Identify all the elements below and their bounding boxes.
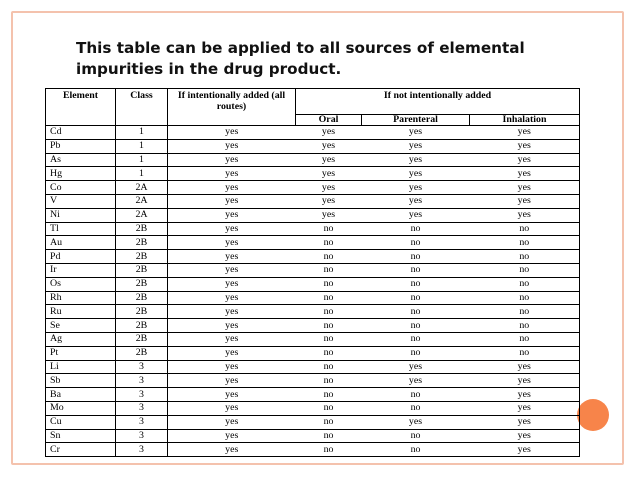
- cell-inhalation: no: [470, 277, 580, 291]
- cell-oral: no: [296, 305, 362, 319]
- cell-element: Ba: [46, 388, 116, 402]
- cell-inhalation: yes: [470, 443, 580, 457]
- table-row: [46, 277, 580, 291]
- table-row: [46, 139, 580, 153]
- table-row: [46, 236, 580, 250]
- cell-class: 1: [116, 139, 168, 153]
- cell-element: Co: [46, 181, 116, 195]
- elemental-impurities-table: [45, 88, 580, 457]
- cell-oral: no: [296, 236, 362, 250]
- table-row: [46, 153, 580, 167]
- cell-parenteral: yes: [362, 415, 470, 429]
- cell-intentional: yes: [168, 374, 296, 388]
- cell-element: Tl: [46, 222, 116, 236]
- table-row: [46, 346, 580, 360]
- table-row: [46, 388, 580, 402]
- cell-parenteral: no: [362, 332, 470, 346]
- table-row: [46, 194, 580, 208]
- cell-inhalation: yes: [470, 181, 580, 195]
- cell-element: Pb: [46, 139, 116, 153]
- cell-oral: yes: [296, 153, 362, 167]
- cell-class: 2B: [116, 346, 168, 360]
- cell-intentional: yes: [168, 305, 296, 319]
- cell-inhalation: yes: [470, 401, 580, 415]
- cell-class: 2B: [116, 236, 168, 250]
- cell-intentional: yes: [168, 236, 296, 250]
- cell-parenteral: yes: [362, 167, 470, 181]
- cell-inhalation: yes: [470, 139, 580, 153]
- header-class: Class: [116, 89, 168, 126]
- slide-heading: This table can be applied to all sources of elemental impurities in the drug product.: [76, 39, 525, 78]
- cell-element: Os: [46, 277, 116, 291]
- table-body: [46, 126, 580, 457]
- cell-parenteral: no: [362, 250, 470, 264]
- header-not-intentionally-added: If not intentionally added: [296, 89, 580, 115]
- cell-intentional: yes: [168, 139, 296, 153]
- cell-intentional: yes: [168, 388, 296, 402]
- cell-element: Li: [46, 360, 116, 374]
- cell-inhalation: no: [470, 263, 580, 277]
- cell-intentional: yes: [168, 291, 296, 305]
- cell-class: 2B: [116, 305, 168, 319]
- cell-oral: no: [296, 332, 362, 346]
- cell-intentional: yes: [168, 346, 296, 360]
- header-intentionally-added: If intentionally added (all routes): [168, 89, 296, 126]
- cell-element: Sn: [46, 429, 116, 443]
- table-row: [46, 374, 580, 388]
- cell-inhalation: no: [470, 332, 580, 346]
- cell-inhalation: yes: [470, 126, 580, 140]
- cell-inhalation: yes: [470, 374, 580, 388]
- cell-oral: yes: [296, 194, 362, 208]
- table-row: [46, 167, 580, 181]
- cell-class: 1: [116, 126, 168, 140]
- cell-inhalation: yes: [470, 388, 580, 402]
- cell-oral: no: [296, 319, 362, 333]
- cell-inhalation: yes: [470, 153, 580, 167]
- cell-intentional: yes: [168, 401, 296, 415]
- cell-oral: no: [296, 360, 362, 374]
- cell-oral: no: [296, 401, 362, 415]
- subheader-parenteral: Parenteral: [362, 115, 470, 126]
- cell-intentional: yes: [168, 360, 296, 374]
- table-row: [46, 360, 580, 374]
- cell-parenteral: no: [362, 263, 470, 277]
- cell-element: Cd: [46, 126, 116, 140]
- cell-oral: no: [296, 291, 362, 305]
- cell-oral: no: [296, 429, 362, 443]
- cell-intentional: yes: [168, 277, 296, 291]
- table-row: [46, 429, 580, 443]
- cell-class: 3: [116, 401, 168, 415]
- cell-element: Cu: [46, 415, 116, 429]
- cell-class: 3: [116, 374, 168, 388]
- cell-oral: yes: [296, 167, 362, 181]
- cell-element: Ir: [46, 263, 116, 277]
- cell-oral: no: [296, 222, 362, 236]
- cell-oral: yes: [296, 139, 362, 153]
- cell-oral: no: [296, 374, 362, 388]
- cell-class: 3: [116, 360, 168, 374]
- table-row: [46, 222, 580, 236]
- cell-parenteral: yes: [362, 139, 470, 153]
- cell-oral: no: [296, 277, 362, 291]
- cell-parenteral: no: [362, 401, 470, 415]
- cell-parenteral: yes: [362, 153, 470, 167]
- cell-inhalation: no: [470, 319, 580, 333]
- cell-intentional: yes: [168, 332, 296, 346]
- cell-inhalation: yes: [470, 360, 580, 374]
- cell-class: 2B: [116, 263, 168, 277]
- table-row: [46, 263, 580, 277]
- cell-element: Sb: [46, 374, 116, 388]
- subheader-inhalation: Inhalation: [470, 115, 580, 126]
- cell-intentional: yes: [168, 443, 296, 457]
- cell-element: Pt: [46, 346, 116, 360]
- cell-parenteral: yes: [362, 194, 470, 208]
- cell-class: 2B: [116, 222, 168, 236]
- cell-class: 1: [116, 153, 168, 167]
- cell-intentional: yes: [168, 167, 296, 181]
- cell-intentional: yes: [168, 208, 296, 222]
- cell-class: 2A: [116, 181, 168, 195]
- table-row: [46, 208, 580, 222]
- cell-oral: no: [296, 250, 362, 264]
- cell-class: 2B: [116, 291, 168, 305]
- cell-inhalation: yes: [470, 208, 580, 222]
- cell-element: V: [46, 194, 116, 208]
- cell-oral: no: [296, 263, 362, 277]
- cell-parenteral: yes: [362, 126, 470, 140]
- cell-intentional: yes: [168, 250, 296, 264]
- cell-intentional: yes: [168, 153, 296, 167]
- subheader-oral: Oral: [296, 115, 362, 126]
- cell-inhalation: yes: [470, 167, 580, 181]
- cell-oral: no: [296, 346, 362, 360]
- cell-parenteral: yes: [362, 181, 470, 195]
- cell-oral: yes: [296, 208, 362, 222]
- cell-intentional: yes: [168, 429, 296, 443]
- header-element: Element: [46, 89, 116, 126]
- table-row: [46, 415, 580, 429]
- cell-element: As: [46, 153, 116, 167]
- cell-class: 3: [116, 388, 168, 402]
- table-row: [46, 305, 580, 319]
- cell-class: 2B: [116, 250, 168, 264]
- cell-inhalation: no: [470, 222, 580, 236]
- cell-element: Au: [46, 236, 116, 250]
- cell-intentional: yes: [168, 263, 296, 277]
- cell-class: 2B: [116, 319, 168, 333]
- cell-oral: yes: [296, 126, 362, 140]
- cell-class: 2B: [116, 277, 168, 291]
- cell-parenteral: no: [362, 236, 470, 250]
- cell-intentional: yes: [168, 194, 296, 208]
- accent-dot: [577, 399, 609, 431]
- cell-intentional: yes: [168, 319, 296, 333]
- cell-oral: yes: [296, 181, 362, 195]
- cell-oral: no: [296, 415, 362, 429]
- table-row: [46, 332, 580, 346]
- table-row: [46, 250, 580, 264]
- cell-element: Mo: [46, 401, 116, 415]
- cell-class: 2A: [116, 208, 168, 222]
- cell-parenteral: yes: [362, 360, 470, 374]
- cell-element: Hg: [46, 167, 116, 181]
- cell-inhalation: no: [470, 250, 580, 264]
- cell-parenteral: yes: [362, 374, 470, 388]
- cell-inhalation: yes: [470, 429, 580, 443]
- cell-class: 1: [116, 167, 168, 181]
- cell-parenteral: no: [362, 388, 470, 402]
- cell-intentional: yes: [168, 126, 296, 140]
- cell-parenteral: yes: [362, 208, 470, 222]
- cell-inhalation: yes: [470, 415, 580, 429]
- cell-class: 3: [116, 429, 168, 443]
- cell-parenteral: no: [362, 277, 470, 291]
- cell-intentional: yes: [168, 415, 296, 429]
- cell-inhalation: no: [470, 346, 580, 360]
- cell-element: Rh: [46, 291, 116, 305]
- cell-class: 2A: [116, 194, 168, 208]
- cell-inhalation: no: [470, 236, 580, 250]
- cell-inhalation: no: [470, 291, 580, 305]
- cell-parenteral: no: [362, 305, 470, 319]
- cell-oral: no: [296, 443, 362, 457]
- cell-intentional: yes: [168, 181, 296, 195]
- cell-element: Ni: [46, 208, 116, 222]
- cell-element: Se: [46, 319, 116, 333]
- cell-class: 3: [116, 443, 168, 457]
- table-row: [46, 319, 580, 333]
- table-row: [46, 443, 580, 457]
- table-row: [46, 401, 580, 415]
- cell-inhalation: yes: [470, 194, 580, 208]
- cell-parenteral: no: [362, 443, 470, 457]
- cell-parenteral: no: [362, 291, 470, 305]
- table-row: [46, 181, 580, 195]
- cell-parenteral: no: [362, 346, 470, 360]
- cell-parenteral: no: [362, 319, 470, 333]
- cell-class: 2B: [116, 332, 168, 346]
- cell-parenteral: no: [362, 222, 470, 236]
- cell-element: Pd: [46, 250, 116, 264]
- cell-intentional: yes: [168, 222, 296, 236]
- cell-parenteral: no: [362, 429, 470, 443]
- cell-element: Ag: [46, 332, 116, 346]
- cell-inhalation: no: [470, 305, 580, 319]
- table-row: [46, 126, 580, 140]
- table-row: [46, 291, 580, 305]
- cell-element: Cr: [46, 443, 116, 457]
- cell-class: 3: [116, 415, 168, 429]
- cell-element: Ru: [46, 305, 116, 319]
- cell-oral: no: [296, 388, 362, 402]
